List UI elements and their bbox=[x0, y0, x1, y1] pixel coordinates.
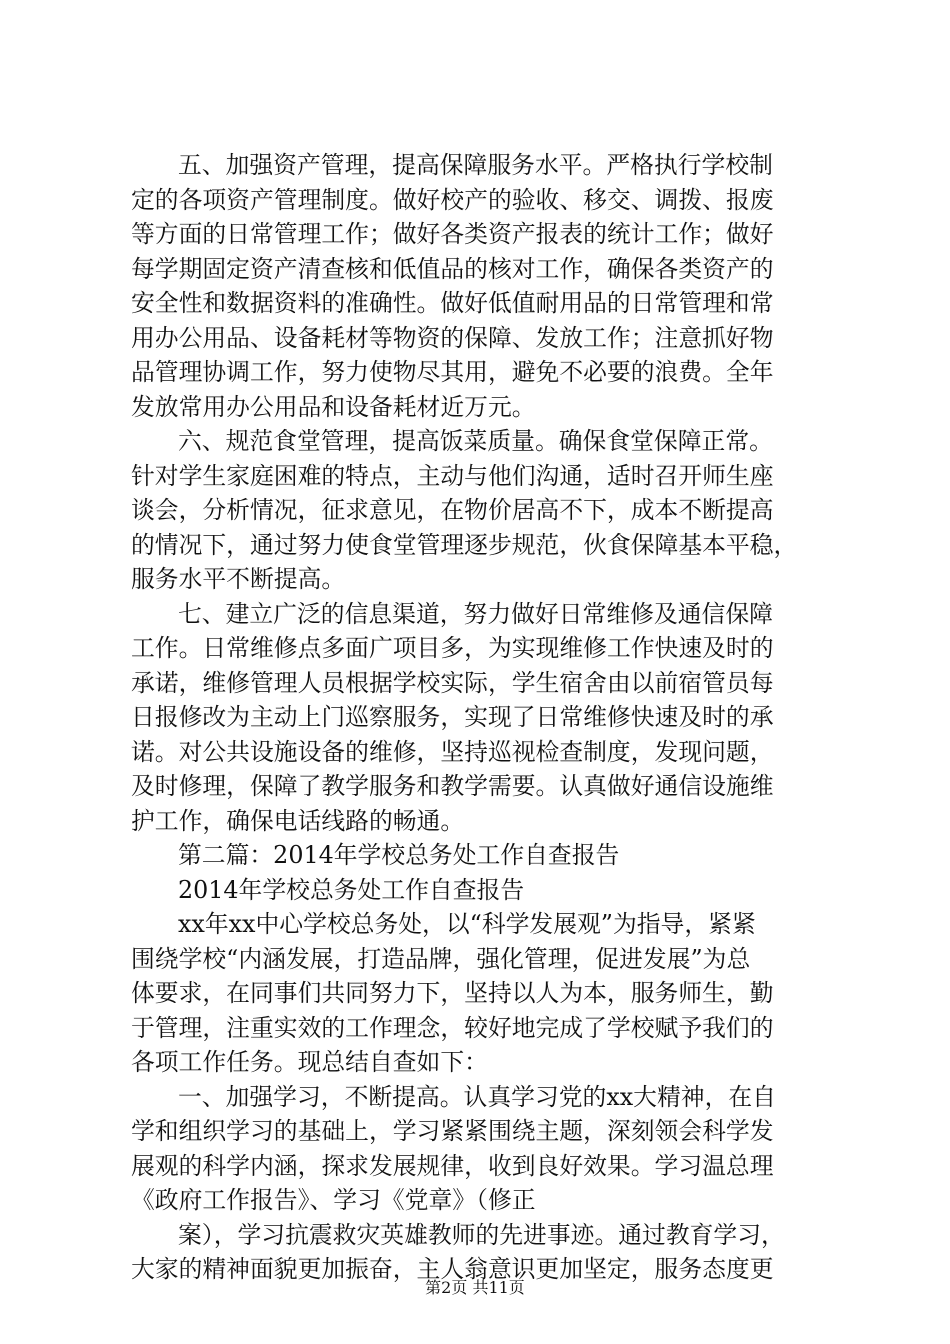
body-text-line: 《政府工作报告》、学习《党章》（修正 bbox=[131, 1186, 536, 1214]
body-text-line: 服务水平不断提高。 bbox=[131, 565, 346, 593]
body-text-line: 及时修理，保障了教学服务和教学需要。认真做好通信设施维 bbox=[131, 772, 774, 800]
body-text-line: 五、加强资产管理，提高保障服务水平。严格执行学校制 bbox=[178, 151, 773, 179]
body-text-line: 的情况下，通过努力使食堂管理逐步规范，伙食保障基本平稳， bbox=[131, 530, 798, 559]
body-text-line: xx年xx中心学校总务处，以“科学发展观”为指导，紧紧 bbox=[178, 910, 756, 938]
body-text-line: 等方面的日常管理工作；做好各类资产报表的统计工作；做好 bbox=[131, 220, 774, 248]
report-title: 2014年学校总务处工作自查报告 bbox=[178, 875, 525, 904]
page-footer: 第2页 共11页 bbox=[425, 1278, 525, 1297]
body-text-line: 日报修改为主动上门巡察服务，实现了日常维修快速及时的承 bbox=[131, 703, 774, 731]
body-text-line: 围绕学校“内涵发展，打造品牌，强化管理，促进发展”为总 bbox=[131, 944, 751, 973]
body-text-line: 针对学生家庭困难的特点，主动与他们沟通，适时召开师生座 bbox=[131, 461, 774, 490]
body-text-line: 展观的科学内涵，探求发展规律，收到良好效果。学习温总理 bbox=[131, 1151, 774, 1180]
body-text-line: 谈会，分析情况，征求意见，在物价居高不下，成本不断提高 bbox=[131, 496, 774, 524]
body-text-line: 工作。日常维修点多面广项目多，为实现维修工作快速及时的 bbox=[131, 634, 774, 662]
body-text-line: 护工作，确保电话线路的畅通。 bbox=[131, 806, 465, 835]
body-text-line: 于管理，注重实效的工作理念，较好地完成了学校赋予我们的 bbox=[131, 1013, 774, 1042]
body-text-line: 发放常用办公用品和设备耗材近万元。 bbox=[131, 392, 536, 421]
body-text-line: 大家的精神面貌更加振奋，主人翁意识更加坚定，服务态度更 bbox=[131, 1255, 774, 1283]
body-text-line: 承诺，维修管理人员根据学校实际，学生宿舍由以前宿管员每 bbox=[131, 668, 774, 697]
body-text-line: 品管理协调工作，努力使物尽其用，避免不必要的浪费。全年 bbox=[131, 358, 774, 386]
body-text-line: 六、规范食堂管理，提高饭菜质量。确保食堂保障正常。 bbox=[178, 427, 773, 455]
body-text-line: 体要求，在同事们共同努力下，坚持以人为本，服务师生，勤 bbox=[131, 979, 774, 1007]
body-text-line: 定的各项资产管理制度。做好校产的验收、移交、调拨、报废 bbox=[131, 185, 774, 214]
body-text-line: 一、加强学习，不断提高。认真学习党的xx大精神，在自 bbox=[178, 1082, 776, 1111]
body-text-line: 各项工作任务。现总结自查如下： bbox=[131, 1048, 488, 1076]
body-text-line: 用办公用品、设备耗材等物资的保障、发放工作；注意抓好物 bbox=[131, 323, 774, 352]
body-text-line: 每学期固定资产清查核和低值品的核对工作，确保各类资产的 bbox=[131, 254, 774, 283]
body-text-line: 学和组织学习的基础上，学习紧紧围绕主题，深刻领会科学发 bbox=[131, 1117, 774, 1145]
body-text-line: 安全性和数据资料的准确性。做好低值耐用品的日常管理和常 bbox=[131, 289, 774, 317]
body-text-line: 诺。对公共设施设备的维修，坚持巡视检查制度，发现问题， bbox=[131, 737, 774, 766]
body-text-line: 七、建立广泛的信息渠道，努力做好日常维修及通信保障 bbox=[178, 599, 773, 628]
section-heading: 第二篇：2014年学校总务处工作自查报告 bbox=[178, 841, 620, 869]
body-text-line: 案），学习抗震救灾英雄教师的先进事迹。通过教育学习， bbox=[178, 1220, 785, 1249]
